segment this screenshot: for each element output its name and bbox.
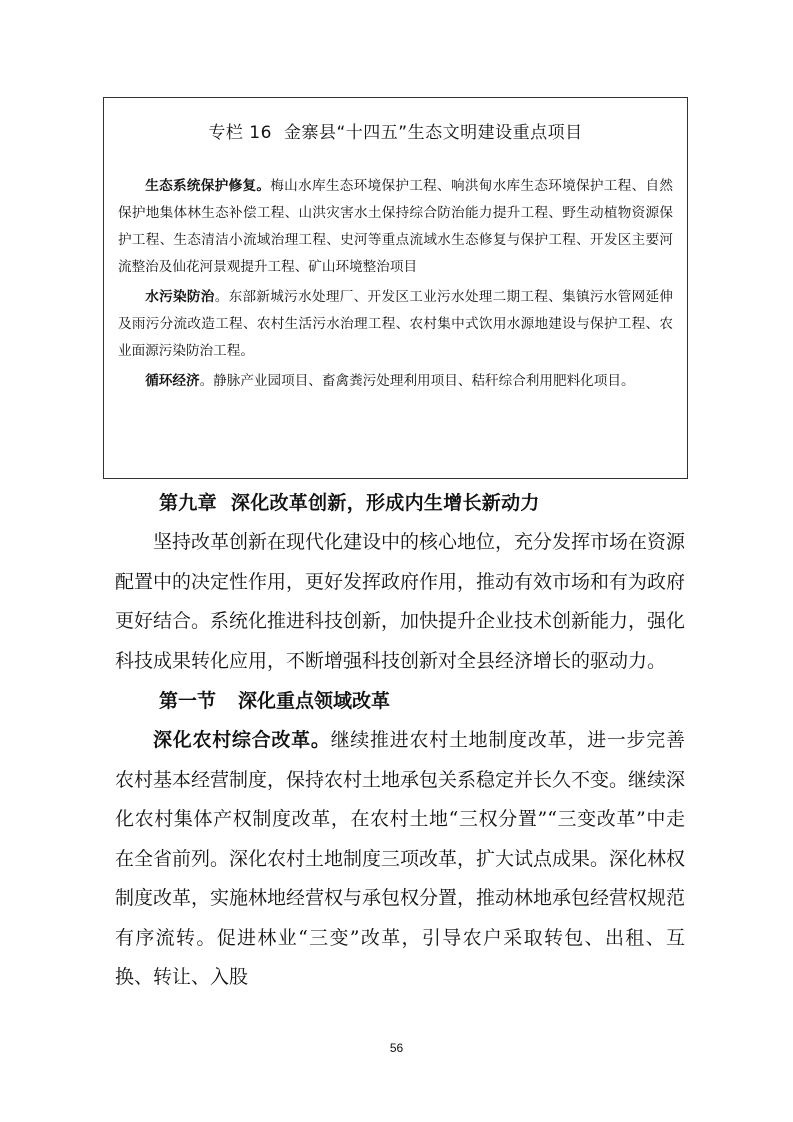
column-paragraph-text: 。静脉产业园项目、畜禽粪污处理利用项目、秸秆综合利用肥料化项目。 bbox=[199, 373, 635, 389]
main-content bbox=[115, 483, 685, 998]
column-paragraph-ecosystem bbox=[118, 173, 673, 281]
section-heading bbox=[115, 681, 685, 721]
chapter-intro-paragraph: 坚持改革创新在现代化建设中的核心地位，充分发挥市场在资源配置中的决定性作用，更好发挥政府作用，推动有效市场和有为政府更好结合。系统化推进科技创新，加快提升企业技术创新能力，强化科技成果转化应用，不断增强科技创新对全县经济增长的驱动力。 bbox=[115, 531, 686, 672]
column-paragraph-text: 。东部新城污水处理厂、开发区工业污水处理二期工程、集镇污水管网延伸及雨污分流改造工程、农村生活污水治理工程、农村集中式饮用水源地建设与保护工程、农业面源污染防治工程。 bbox=[118, 289, 674, 359]
chapter-title: 深化改革创新，形成内生增长新动力 bbox=[230, 492, 540, 514]
column-paragraph-lead: 生态系统保护修复。 bbox=[145, 178, 271, 194]
column-paragraph-circular bbox=[118, 368, 673, 395]
chapter-heading bbox=[115, 483, 685, 523]
reform-text: 继续推进农村土地制度改革，进一步完善农村基本经营制度，保持农村土地承包关系稳定并长久不变。继续深化农村集体产权制度改革，在农村土地“三权分置”“三变改革”中走在全省前列。深化农村土地制度三项改革，扩大试点成果。深化林权制度改革，实施林地经营权与承包权分置，推动林地承包经营权规范有序流转。促进林业“三变”改革，引导农户采取转包、出租、互换、转让、入股 bbox=[115, 729, 686, 988]
feature-column-box bbox=[103, 97, 688, 479]
column-title-text: 金寨县“十四五”生态文明建设重点项目 bbox=[283, 123, 583, 143]
chapter-number: 第九章 bbox=[159, 492, 217, 514]
reform-paragraph bbox=[115, 721, 685, 998]
column-number: 专栏 16 bbox=[208, 123, 272, 143]
column-paragraph-lead: 循环经济 bbox=[145, 373, 200, 389]
page-number: 56 bbox=[389, 1041, 404, 1055]
column-title bbox=[118, 118, 673, 143]
section-title: 深化重点领域改革 bbox=[238, 690, 391, 712]
column-paragraph-text: 梅山水库生态环境保护工程、响洪甸水库生态环境保护工程、自然保护地集体林生态补偿工程、山洪灾害水土保持综合防治能力提升工程、野生动植物资源保护工程、生态清洁小流域治理工程、史河等重点流域水生态修复与保护工程、开发区主要河流整治及仙花河景观提升工程、矿山环境整治项目 bbox=[118, 178, 674, 275]
column-paragraph-water bbox=[118, 284, 673, 365]
section-number: 第一节 bbox=[159, 690, 217, 712]
reform-lead: 深化农村综合改革。 bbox=[153, 729, 331, 751]
column-paragraph-lead: 水污染防治 bbox=[145, 289, 215, 305]
